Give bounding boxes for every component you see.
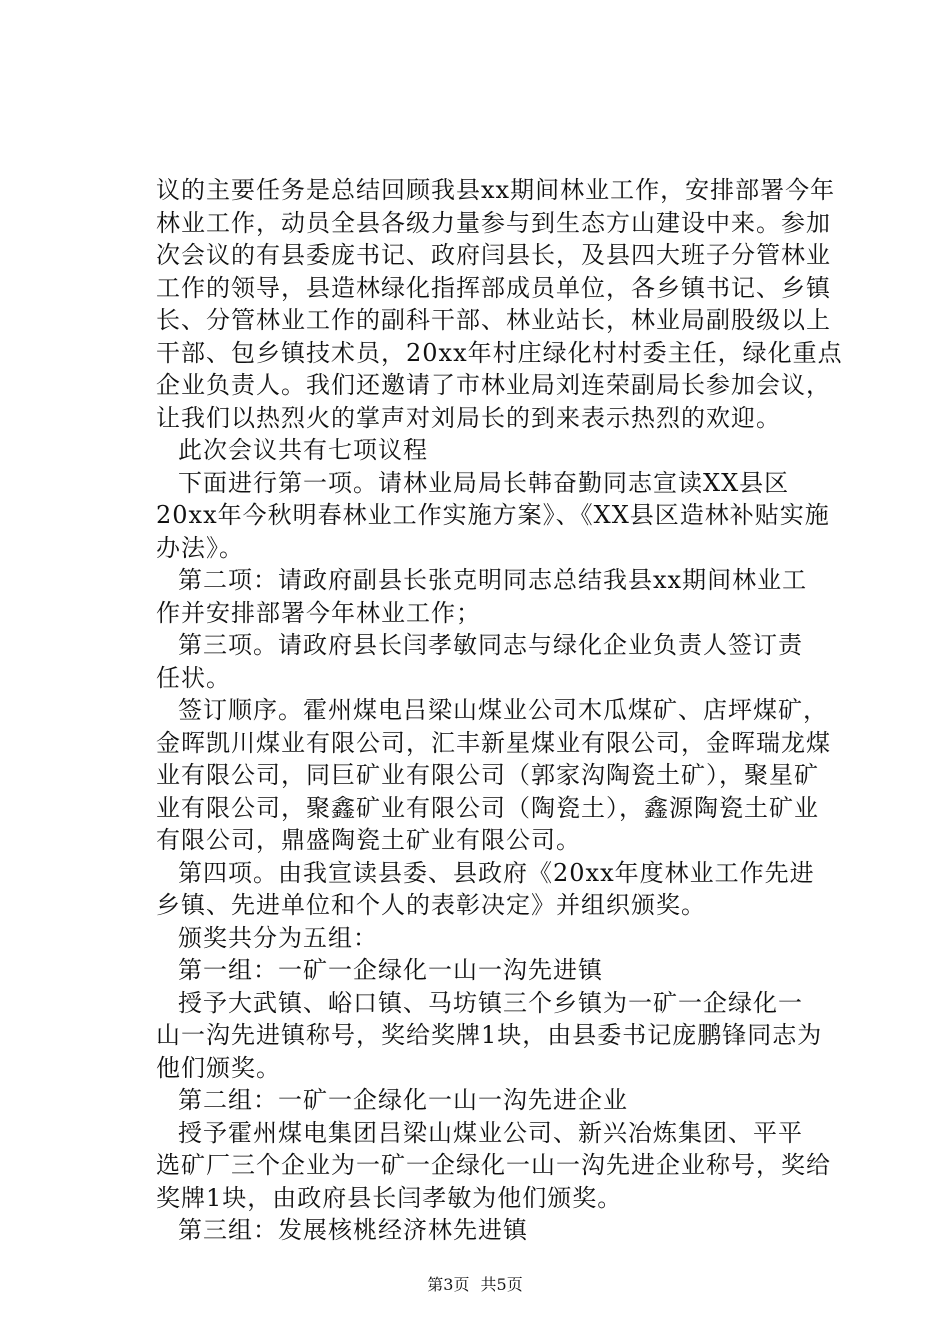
text-line: 作并安排部署今年林业工作； [156,598,481,627]
text-line: 第一组：一矿一企绿化一山一沟先进镇 [178,956,603,984]
text-line: 第三组：发展核桃经济林先进镇 [178,1216,528,1244]
text-line: 第二项：请政府副县长张克明同志总结我县xx期间林业工 [178,566,808,594]
text-line: 第四项。由我宣读县委、县政府《20xx年度林业工作先进 [178,858,815,887]
text-line: 金晖凯川煤业有限公司，汇丰新星煤业有限公司，金晖瑞龙煤 [156,728,831,757]
text-line: 此次会议共有七项议程 [178,436,428,464]
text-line: 第二组：一矿一企绿化一山一沟先进企业 [178,1086,628,1114]
page-total: 共5页 [480,1275,523,1294]
text-line: 签订顺序。霍州煤电吕梁山煤业公司木瓜煤矿、店坪煤矿， [178,696,828,724]
document-body [156,174,843,1247]
text-line: 颁奖共分为五组： [178,923,378,952]
text-line: 有限公司，鼎盛陶瓷土矿业有限公司。 [156,826,581,854]
text-line: 乡镇、先进单位和个人的表彰决定》并组织颁奖。 [156,891,706,919]
text-line: 工作的领导，县造林绿化指挥部成员单位，各乡镇书记、乡镇 [156,273,831,302]
text-line: 第三项。请政府县长闫孝敏同志与绿化企业负责人签订责 [178,631,803,659]
page-number: 第3页 [427,1275,470,1294]
text-line: 选矿厂三个企业为一矿一企绿化一山一沟先进企业称号，奖给 [156,1151,831,1179]
text-line: 20xx年今秋明春林业工作实施方案》、《XX县区造林补贴实施 [156,501,830,529]
text-line: 业有限公司，同巨矿业有限公司（郭家沟陶瓷土矿），聚星矿 [156,761,819,789]
text-line: 下面进行第一项。请林业局局长韩奋勤同志宣读XX县区 [178,468,790,497]
text-line: 让我们以热烈火的掌声对刘局长的到来表示热烈的欢迎。 [156,403,781,432]
text-line: 他们颁奖。 [156,1053,281,1082]
text-line: 授予霍州煤电集团吕梁山煤业公司、新兴冶炼集团、平平 [178,1118,803,1147]
text-line: 授予大武镇、峪口镇、马坊镇三个乡镇为一矿一企绿化一 [178,988,803,1017]
text-line: 长、分管林业工作的副科干部、林业站长，林业局副股级以上 [156,306,831,334]
text-line: 企业负责人。我们还邀请了市林业局刘连荣副局长参加会议， [156,371,831,399]
text-line: 业有限公司，聚鑫矿业有限公司（陶瓷土），鑫源陶瓷土矿业 [156,793,819,822]
text-line: 奖牌1块，由政府县长闫孝敏为他们颁奖。 [156,1183,623,1212]
text-line: 次会议的有县委庞书记、政府闫县长，及县四大班子分管林业 [156,241,831,269]
text-line: 干部、包乡镇技术员，20xx年村庄绿化村村委主任，绿化重点 [156,338,843,367]
text-line: 议的主要任务是总结回顾我县xx期间林业工作，安排部署今年 [156,176,836,204]
text-line: 任状。 [156,663,231,692]
page-footer [0,1272,950,1295]
text-line: 林业工作，动员全县各级力量参与到生态方山建设中来。参加 [156,208,831,237]
text-line: 办法》。 [156,533,244,562]
text-line: 山一沟先进镇称号，奖给奖牌1块，由县委书记庞鹏锋同志为 [156,1021,823,1049]
